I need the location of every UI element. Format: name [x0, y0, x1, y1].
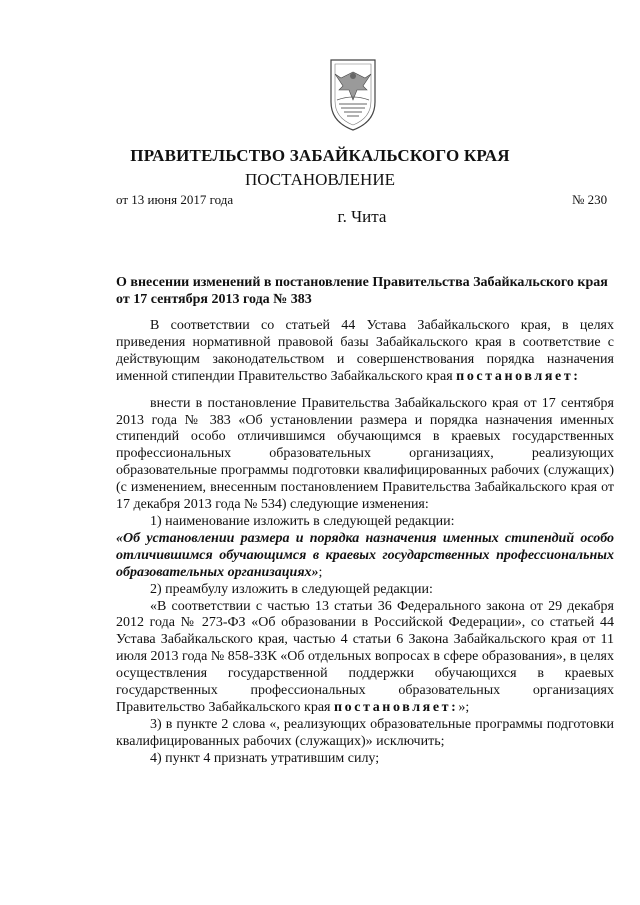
paragraph-main: внести в постановление Правительства Забайкальского края от 17 сентября 2013 года № 383 «Об установлении размера и порядка назначения именных стипендий особо отличившимся обучающимся в краевых государственных профессиональных образовательных организациях, реализующих образовательные программы подготовки квалифицированных рабочих (служащих) (с изменением, внесенным постановлением Правительства Забайкальского края от 17 декабря 2013 года № 534) следующие изменения:: [116, 395, 614, 513]
coat-of-arms-emblem: [327, 56, 379, 134]
document-city: г. Чита: [337, 207, 387, 226]
quote-decree-word: постановляет:: [333, 699, 459, 715]
list-item-2: 2) преамбулу изложить в следующей редакции:: [150, 581, 433, 597]
document-type: ПОСТАНОВЛЕНИЕ: [244, 170, 395, 189]
list-item-1: 1) наименование изложить в следующей редакции:: [150, 513, 455, 529]
preamble-paragraph: [116, 318, 614, 386]
document-number: № 230: [572, 192, 608, 207]
list-item-2-quote: [116, 599, 614, 717]
document-date: от 13 июня 2017 года: [116, 192, 234, 207]
preamble-text: В соответствии со статьей 44 Устава Забайкальского края, в целях приведения нормативной правовой базы Забайкальского края в соответствие с действующим законодательством и совершенствования порядка назначения именной стипендии Правительство Забайкальского края: [116, 318, 614, 384]
document-body: [116, 318, 614, 768]
list-item-4: 4) пункт 4 признать утратившим силу;: [150, 750, 380, 766]
quote-end: »;: [458, 699, 470, 715]
new-title-end: ;: [318, 564, 323, 580]
decree-word: постановляет:: [456, 368, 581, 384]
new-title-text: «Об установлении размера и порядка назначения именных стипендий особо отличившимся обучающимся в краевых государственных профессиональных образовательных организациях»: [116, 530, 614, 580]
government-name: ПРАВИТЕЛЬСТВО ЗАБАЙКАЛЬСКОГО КРАЯ: [130, 146, 510, 165]
quote-text: «В соответствии с частью 13 статьи 36 Федерального закона от 29 декабря 2012 года № 273-ФЗ «Об образовании в Российской Федерации», со статьей 44 Устава Забайкальского края, частью 4 статьи 6 Закона Забайкальского края от 11 июля 2013 года № 858-ЗЗК «Об отдельных вопросах в сфере образования», в целях осуществления государственной поддержки обучающихся в краевых государственных профессиональных образовательных организациях Правительство Забайкальского края: [116, 598, 614, 715]
document-title: О внесении изменений в постановление Правительства Забайкальского края от 17 сентября 2013 года № 383: [116, 275, 608, 307]
list-item-1-new-title: [116, 531, 614, 582]
list-item-3: 3) в пункте 2 слова «, реализующих образовательные программы подготовки квалифицированных рабочих (служащих)» исключить;: [116, 716, 614, 749]
